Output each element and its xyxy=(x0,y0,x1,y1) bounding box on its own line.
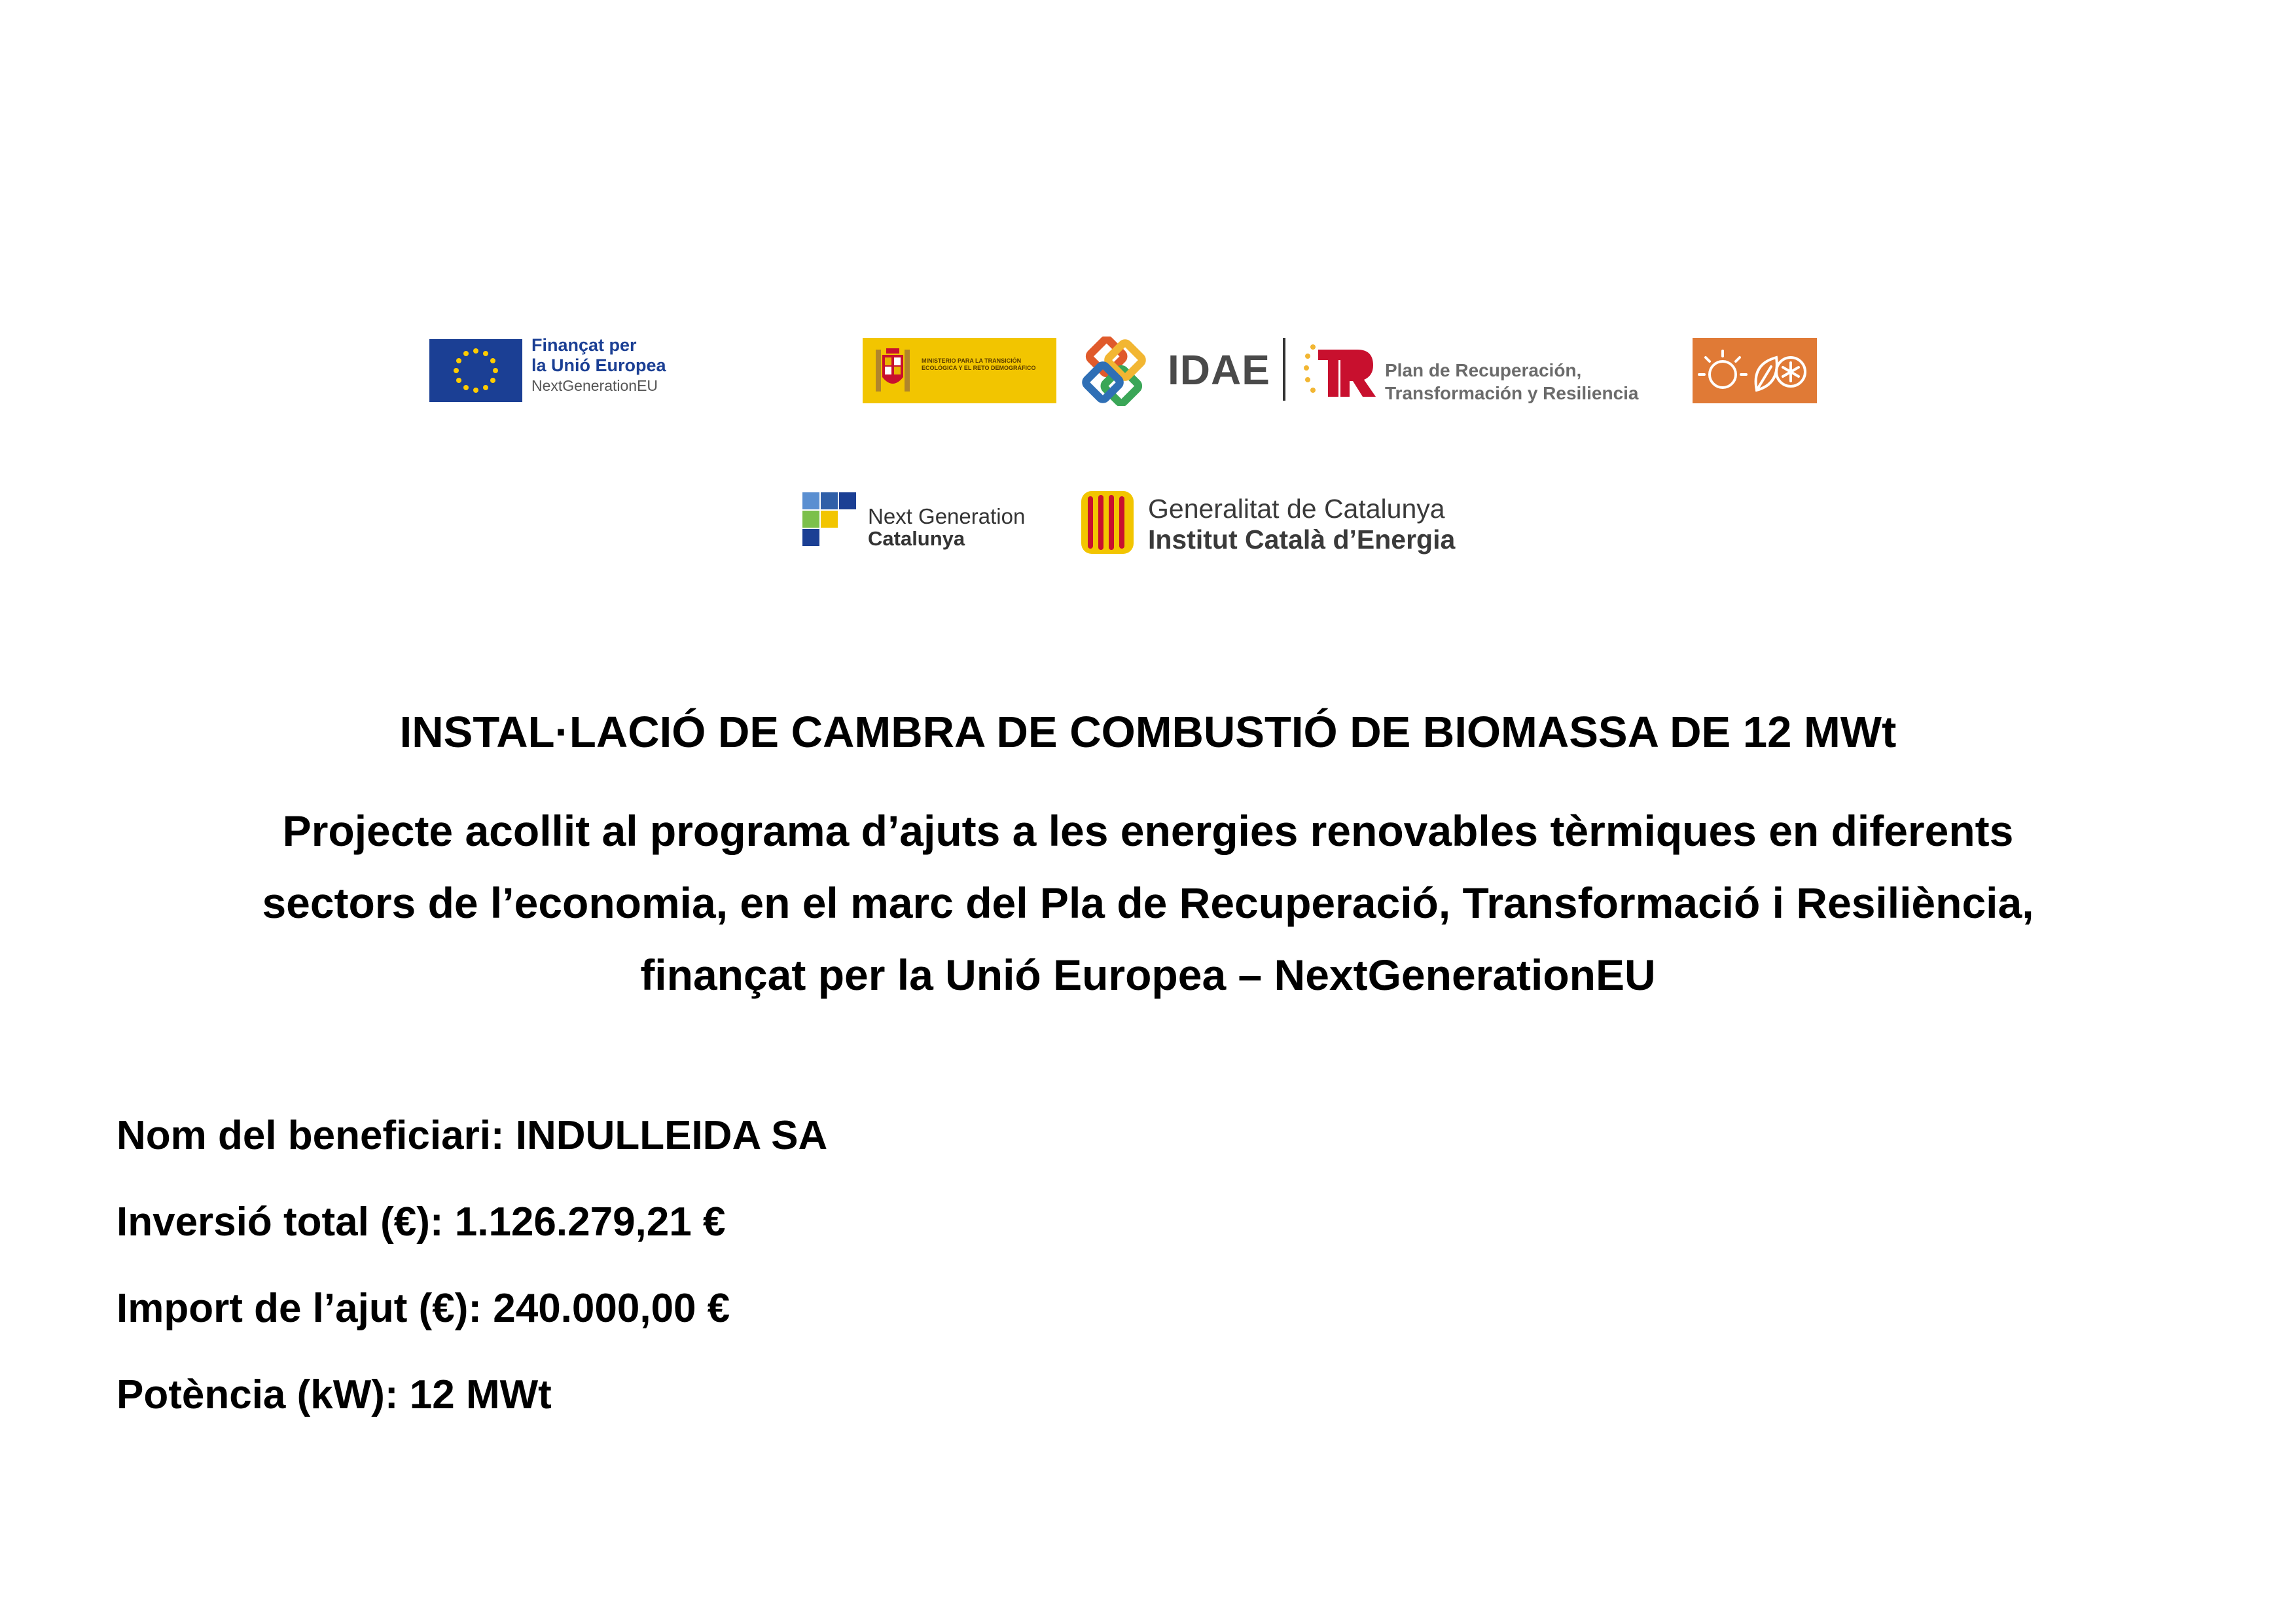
project-description-line-2: sectors de l’economia, en el marc del Pla de Recuperació, Transformació i Resiliència, xyxy=(262,879,2034,927)
eu-star-icon xyxy=(463,351,469,356)
ngc-line-1: Next Generation xyxy=(868,504,1026,528)
idae-wordmark: IDAE xyxy=(1168,346,1270,393)
project-details xyxy=(117,1106,827,1452)
eu-logo-line-1: Finançat per xyxy=(531,335,637,355)
eu-star-icon xyxy=(490,358,495,363)
generalitat-line-1: Generalitat de Catalunya xyxy=(1148,494,1445,524)
eu-logo-line-3: NextGenerationEU xyxy=(531,377,658,395)
sun-leaf-snowflake-icon xyxy=(1693,338,1817,403)
recovery-plan-line-1: Plan de Recuperación, xyxy=(1385,360,1582,380)
grant-amount: Import de l’ajut (€): 240.000,00 € xyxy=(117,1286,730,1331)
eu-star-icon xyxy=(456,378,461,383)
eu-star-icon xyxy=(456,358,461,363)
ngc-line-2: Catalunya xyxy=(868,526,965,550)
beneficiary-name: Nom del beneficiari: INDULLEIDA SA xyxy=(117,1113,828,1158)
eu-logo-line-2: la Unió Europea xyxy=(531,356,666,376)
project-description-line-3: finançat per la Unió Europea – NextGenerationEU xyxy=(640,951,1656,999)
eu-funding-logo xyxy=(429,335,698,405)
power-rating: Potència (kW): 12 MWt xyxy=(117,1372,552,1417)
eu-star-icon xyxy=(483,351,488,356)
eu-star-icon xyxy=(493,368,498,373)
generalitat-line-2: Institut Català d’Energia xyxy=(1148,524,1456,555)
total-investment: Inversió total (€): 1.126.279,21 € xyxy=(117,1199,726,1245)
eu-star-icon xyxy=(483,385,488,390)
recovery-plan-logo xyxy=(1301,337,1674,406)
eu-star-icon xyxy=(463,385,469,390)
recovery-plan-tr-icon xyxy=(1301,337,1380,406)
eu-star-icon xyxy=(473,348,478,354)
recovery-plan-line-2: Transformación y Resiliencia xyxy=(1385,383,1639,403)
next-generation-catalunya-logo xyxy=(802,491,1038,556)
project-description-line-1: Projecte acollit al programa d’ajuts a les energies renovables tèrmiques en diferents xyxy=(282,807,2014,855)
eu-star-icon xyxy=(490,378,495,383)
generalitat-icaen-logo xyxy=(1081,488,1500,556)
eu-flag-icon xyxy=(429,339,522,402)
ministry-logo xyxy=(863,338,1056,403)
renewable-energy-logo xyxy=(1693,338,1817,403)
senyera-emblem-icon xyxy=(1081,491,1134,554)
idae-logo xyxy=(1068,337,1270,406)
logo-divider xyxy=(1283,338,1285,401)
idae-emblem-icon xyxy=(1068,337,1160,406)
project-description xyxy=(0,795,2296,1011)
document-title: INSTAL·LACIÓ DE CAMBRA DE COMBUSTIÓ DE BIOMASSA DE 12 MWt xyxy=(399,708,1897,757)
eu-star-icon xyxy=(473,388,478,393)
spanish-coat-of-arms-icon xyxy=(872,346,914,395)
eu-star-icon xyxy=(454,368,459,373)
ministry-logo-text: MINISTERIO PARA LA TRANSICIÓN ECOLÓGICA Y EL RETO DEMOGRÁFICO xyxy=(922,357,1036,371)
next-generation-catalunya-squares-icon xyxy=(802,492,861,551)
